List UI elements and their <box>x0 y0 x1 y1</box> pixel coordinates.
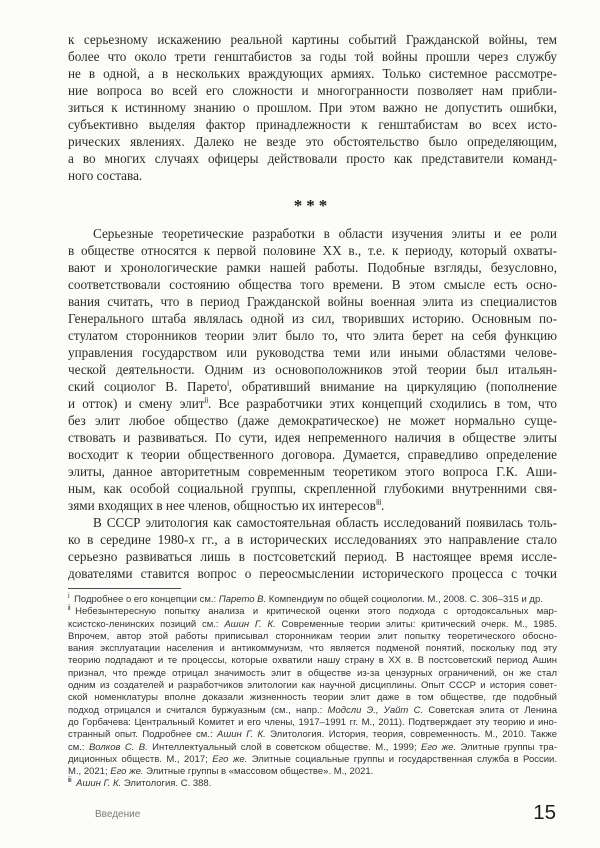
footnote-line: $^{ii}$ Небезынтересную попытку анализа и критической оценки этого подхода с ортодоксальных мар- <box>68 605 557 618</box>
text-line: не в одной, а в нескольких враждующих армиях. Только системное рассмотре- <box>68 66 557 81</box>
footnote-line: $^i$ Подробнее о его концепции см.: Парето В. Компендиум по общей социологии. М., 2008. С. 306–315 и др. <box>68 592 543 605</box>
footnote-marker: ii <box>68 605 71 613</box>
italic-citation: Парето В. <box>218 594 267 605</box>
footnote-line: М., 2021; Его же. Элитные группы в «массовом обществе». М., 2021. <box>68 766 374 778</box>
text-line: ным, как особой социальной группы, скрепленной глубокими внутренними свя- <box>68 481 557 496</box>
footnote <box>68 606 557 778</box>
text-line: ческой деятельности. Одним из основоположников этой теории был итальян- <box>68 362 557 377</box>
text-line: ский социолог В. Парето$^i$, обративший внимание на циркуляцию (пополнение <box>68 378 557 394</box>
footnotes-list <box>68 594 557 791</box>
footnote-line: ской номенклатуры вполне доказали жизненность теории элит даже в том обществе, где подобный <box>68 692 557 704</box>
text-line: Серьезные теоретические разработки в области изучения элиты и ее роли <box>93 226 557 241</box>
italic-citation: Ашин Г. К. <box>224 618 276 630</box>
text-line: серьезно развиваться лишь в постсоветский период. В настоящее время иссле- <box>68 549 557 564</box>
text-line: восходит к теории общественного договора. Думается, справедливо определение <box>68 447 557 462</box>
paragraph <box>68 225 557 514</box>
footnote-marker: iii <box>68 777 72 785</box>
text-line: к серьезному искажению реальной картины событий Гражданской войны, тем <box>68 32 557 47</box>
footnotes-block <box>68 588 557 791</box>
text-line: более что около трети генштабистов за годы той войны прошли через службу <box>68 49 557 64</box>
italic-citation: Ашин Г. К. <box>217 729 266 741</box>
text-line: субъективно выделяя фактор принадлежности к генштабистам во всех исто- <box>68 117 557 132</box>
paragraph <box>68 514 557 582</box>
running-header-chapter: Введение <box>95 809 141 820</box>
body-text <box>68 31 557 582</box>
footnote-line: теорию подпадают и те процессы, которые охватили нашу страну в XX в. В постсоветский период Ашин <box>68 655 557 667</box>
italic-citation: Ашин Г. К. <box>76 778 122 790</box>
text-line: вают и хронологические рамки нашей работы. Подобные взгляды, безусловно, <box>68 260 557 275</box>
text-line: стулатом сторонников теории элит было то, что элита берет на себя функцию <box>68 328 557 343</box>
footnote-ref: ii <box>204 395 208 405</box>
text-line: рических явлениях. Далеко не везде это обстоятельство было определяющим, <box>68 134 557 149</box>
text-line: и отток) и смену элит$^{ii}$. Все разработчики этих концепций сходились в том, что <box>68 395 557 411</box>
text-line: дователями ставится вопрос о переосмыслении исторического процесса с точки <box>68 566 557 581</box>
footnote-divider <box>68 588 181 589</box>
text-line: ние вопроса во всей его сложности и многогранности позволяет нам прибли- <box>68 83 557 98</box>
section-separator: *** <box>293 196 332 215</box>
footnote-line: признал, что прежде отрицал значимость элит в обществе из-за цензурных ограничений, он же стал <box>68 667 557 679</box>
text-line: зями входящих в нее членов, общностью их интересов$^{iii}$. <box>68 497 385 513</box>
footnote-line: Впрочем, автор этой работы приписывал сторонникам теории элит попытку теоретического обосно- <box>68 630 557 642</box>
footnote-marker: i <box>68 592 70 600</box>
text-line: ного состава. <box>68 168 143 183</box>
italic-citation: Его же. <box>421 741 457 753</box>
footnote-line: диционных обществ. М., 2017; Его же. Элитные социальные группы и государственная служба в России. <box>68 753 558 765</box>
text-line: В СССР элитология как самостоятельная область исследований появилась толь- <box>93 515 557 530</box>
text-line: в обществе относятся к первой половине XX в., т.е. к периоду, который охваты- <box>68 243 557 258</box>
text-line: элиты, данное авторитетным современным теоретиком этого вопроса Г.К. Аши- <box>68 464 557 479</box>
text-line: вания считать, что в период Гражданской войны военная элита из специалистов <box>68 294 557 309</box>
footnote-line: до Горбачева: Центральный Комитет и его члены, 1917–1991 гг. М., 2011). Подтверждает эту теорию и ино- <box>68 716 557 728</box>
footnote <box>68 594 557 606</box>
footnote <box>68 778 557 790</box>
italic-citation: Его же. <box>110 766 144 778</box>
footnote-line: одним из создателей и разработчиков элитологии как научной дисциплины. Опыт СССР и история совет- <box>68 680 557 692</box>
text-line: ствовать и развиваться. По сути, идея непременного наличия в обществе элиты <box>68 430 557 445</box>
text-line: зиться к истинному знанию о прошлом. При этом важно не допустить ошибки, <box>68 100 557 115</box>
text-line: ко в середине 1980-х гг., а в исторических исследованиях это направление стало <box>68 532 557 547</box>
footnote-line: вания эксплуатации населения и антикоммунизм, что является подменой понятий, поскольку под эту <box>68 643 557 655</box>
page-number: 15 <box>533 801 556 824</box>
italic-citation: Модсли Э., Уайт С. <box>327 704 424 716</box>
footnote-line: странный опыт. Подробнее см.: Ашин Г. К. Элитология. История, теория, современность. М., 2010. Также <box>68 729 558 741</box>
footnote-line: ксистско-ленинских позиций см.: Ашин Г. К. Современные теории элиты: критический очерк. М., 1985. <box>68 618 557 630</box>
italic-citation: Волков С. В. <box>88 741 148 753</box>
paragraph <box>68 31 557 184</box>
footnote-ref: i <box>227 378 229 388</box>
footnote-line: $^{iii}$ Ашин Г. К. Элитология. С. 388. <box>68 777 212 790</box>
text-line: управления государством или руководства теми или иными областями челове- <box>68 345 557 360</box>
text-line: Генерального штаба являлась одной из сил, творивших историю. Основным по- <box>68 311 557 326</box>
italic-citation: Его же. <box>212 753 248 765</box>
footnote-line: см.: Волков С. В. Интеллектуальный слой в советском обществе. М., 1999; Его же. Элитные группы тра- <box>68 741 557 753</box>
text-line: а во многих случаях офицеры действовали просто как представители команд- <box>68 151 557 166</box>
text-line: соответствовали состоянию общества того времени. В этом смысле есть осно- <box>68 277 557 292</box>
footnote-line: подход отрицался и считался буржуазным (см., напр.: Модсли Э., Уайт С. Советская элита от Ленина <box>68 704 557 716</box>
footnote-ref: iii <box>375 497 382 507</box>
text-line: без элит любое общество (даже демократическое) не может нормально суще- <box>68 413 557 428</box>
